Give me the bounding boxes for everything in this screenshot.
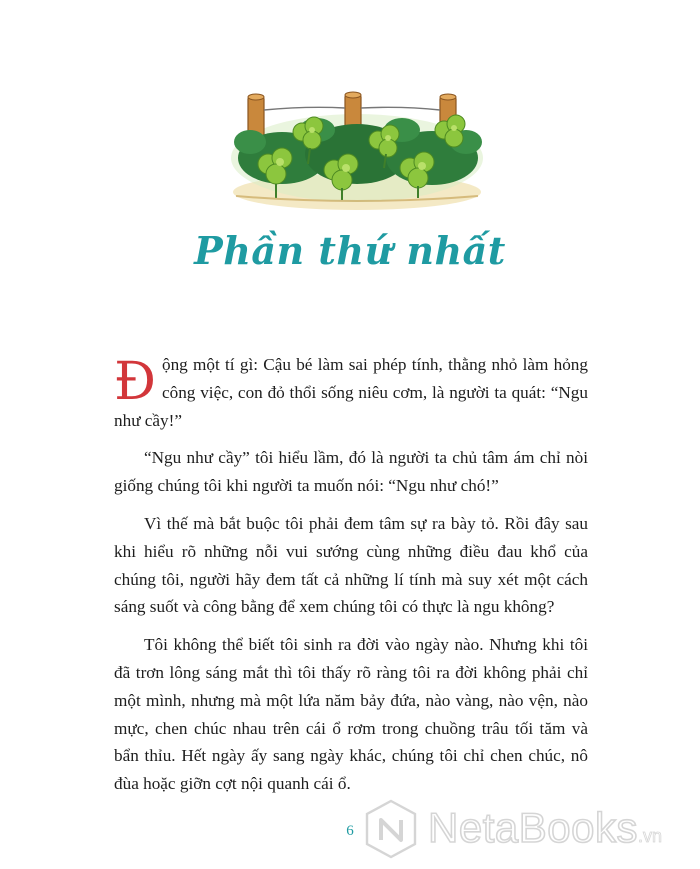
watermark-text [428, 804, 662, 852]
page-number: 6 [346, 823, 354, 839]
watermark [362, 798, 698, 860]
paragraph-1 [114, 351, 588, 434]
paragraph-3: Vì thế mà bắt buộc tôi phải đem tâm sự ra bày tỏ. Rồi đây sau khi hiểu rõ những nỗi vui sướng cùng những điều đau khổ của chúng tôi, người hãy đem tất cả những lí tính mà suy xét một cách sáng suốt và công bằng để xem chúng tôi có thực là ngu không? [114, 513, 588, 617]
paragraph-1-text: ộng một tí gì: Cậu bé làm sai phép tính, thằng nhỏ làm hỏng công việc, con đỏ thổi sống niêu cơm, là người ta quát: “Ngu như cầy!” [114, 355, 588, 430]
plant-fence-illustration [222, 88, 492, 218]
chapter-title: Phần thứ nhất [194, 228, 506, 273]
paragraph-2: “Ngu như cầy” tôi hiểu lầm, đó là người ta chủ tâm ám chỉ nòi giống chúng tôi khi người ta muốn nói: “Ngu như chó!” [114, 448, 588, 496]
watermark-brand: NetaBooks [428, 804, 638, 851]
netabooks-logo-icon [362, 798, 420, 860]
body-text [114, 351, 588, 808]
watermark-suffix: .vn [637, 826, 662, 846]
drop-cap: Đ [114, 352, 156, 412]
paragraph-4: Tôi không thể biết tôi sinh ra đời vào ngày nào. Nhưng khi tôi đã trơn lông sáng mắt thì tôi thấy rõ ràng tôi ra đời không phải chỉ một mình, nhưng mà một lứa năm bảy đứa, nào vàng, nào vện, nào mực, chen chúc nhau trên cái ổ rơm trong chuồng trâu tối tăm và bẩn thỉu. Hết ngày ấy sang ngày khác, chúng tôi chỉ chen chúc, nô đùa hoặc giỡn cợt nội quanh cái ổ. [114, 635, 588, 794]
